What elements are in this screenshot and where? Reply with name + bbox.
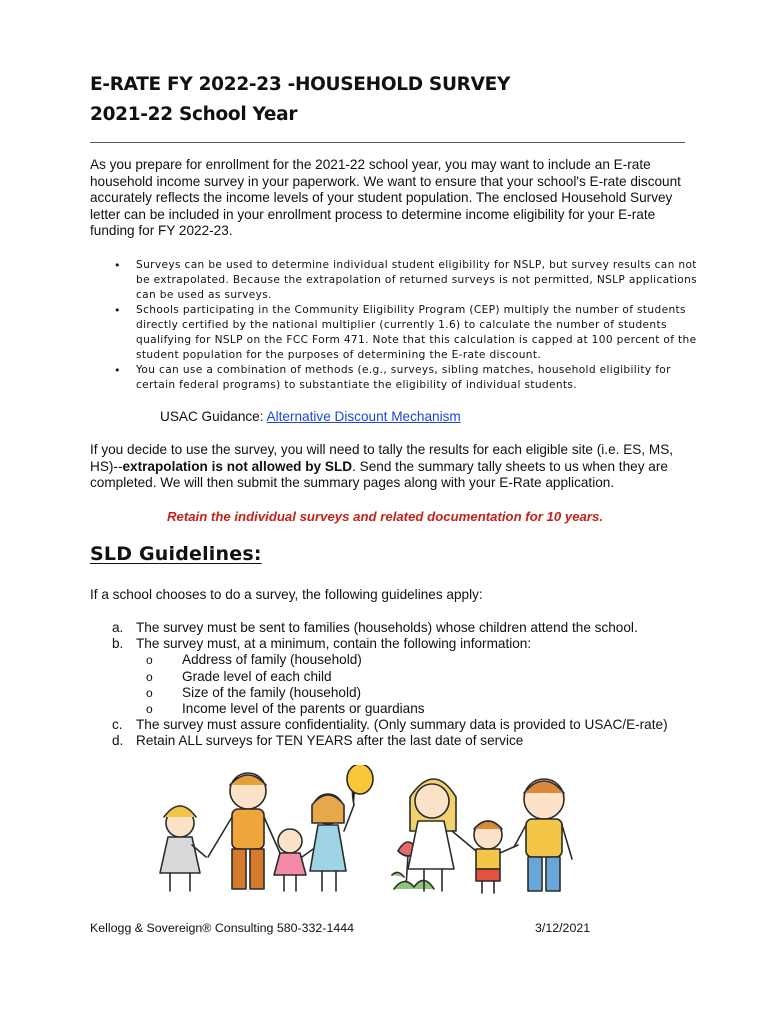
bullet-icon: • [114,259,121,272]
sub-bullet-icon: o [146,685,153,700]
guideline-marker: d. [112,733,124,749]
required-info-text: Address of family (household) [182,652,362,668]
guideline-item [112,733,712,749]
title-divider [90,142,685,143]
retain-notice: Retain the individual surveys and related documentation for 10 years. [166,509,604,524]
intro-paragraph: As you prepare for enrollment for the 2021-22 school year, you may want to include an E-rate household income survey in your paperwork. We want to ensure that your school's E-rate discount accurately reflects the income levels of your student population. The enclosed Household Survey letter can be included in your enrollment process to determine income eligibility for your E-rate funding for FY 2022-23. [90,157,681,239]
guideline-text: The survey must assure confidentiality. (Only summary data is provided to USAC/E-rate) [136,717,668,733]
guideline-text: The survey must, at a minimum, contain the following information: [136,636,532,652]
required-info-list [136,652,712,717]
document-subtitle: 2021-22 School Year [90,104,298,125]
guideline-marker: b. [112,636,124,652]
required-info-item [136,652,712,668]
toddler-figure [274,829,316,891]
girl-figure [160,806,206,891]
tally-instructions-end: . Send the summary tally sheets to us when they are completed. We will then submit the summary pages along with your E-Rate application. [90,458,668,491]
required-info-text: Income level of the parents or guardians [182,701,425,717]
mother-figure [310,765,373,891]
guideline-text: The survey must be sent to families (households) whose children attend the school. [136,620,638,635]
bullet-text: Schools participating in the Community Eligibility Program (CEP) multiply the number of students directly certified by the national multiplier (currently 1.6) to calculate the number of students qualifying for NSLP on the FCC Form 471. Note that this calculation is capped at 100 percent of the student population for the purposes of determining the E-rate discount. [136,304,697,361]
bullet-text: You can use a combination of methods (e.g., surveys, sibling matches, household eligibility for certain federal programs) to substantiate the eligibility of individual students. [136,364,671,391]
bullet-icon: • [114,304,121,317]
bullet-item [112,363,712,393]
guideline-marker: c. [112,717,123,733]
bullet-icon: • [114,364,121,377]
footer-company: Kellogg & Sovereign® Consulting 580-332-1444 [90,921,355,935]
usac-guidance [160,409,461,424]
bullet-text: Surveys can be used to determine individual student eligibility for NSLP, but survey results can not be extrapolated. Because the extrapolation of returned surveys is not permitted, NSLP applications can be used as surveys. [136,259,698,301]
tally-instructions-paragraph [90,442,700,492]
bullet-item [112,303,712,363]
document-title: E-RATE FY 2022-23 -HOUSEHOLD SURVEY [90,74,511,95]
guideline-item [112,620,712,636]
required-info-text: Grade level of each child [182,668,332,684]
eligibility-bullet-list [112,258,712,393]
sld-guidelines-heading: SLD Guidelines: [90,543,262,565]
alternative-discount-mechanism-link[interactable]: Alternative Discount Mechanism [266,409,461,424]
sub-bullet-icon: o [146,669,153,684]
required-info-text: Size of the family (household) [182,684,362,700]
guideline-item [112,717,712,733]
right-father-figure [514,779,572,891]
family-illustration [140,765,640,900]
guideline-item [112,636,712,717]
right-mother-figure [408,779,476,891]
father-figure [208,773,280,889]
usac-guidance-label: USAC Guidance: [160,409,267,424]
sld-guidelines-intro: If a school chooses to do a survey, the following guidelines apply: [90,587,483,602]
sub-bullet-icon: o [146,702,153,717]
sld-guidelines-list [112,620,712,750]
tally-instructions-start: If you decide to use the survey, you will need to tally the results for each eligible site (i.e. ES, MS, HS)-- [90,442,674,474]
guideline-marker: a. [112,620,124,635]
extrapolation-warning: extrapolation is not allowed by SLD [122,458,353,474]
required-info-item [136,669,712,685]
required-info-item [136,685,712,701]
bullet-item [112,258,712,303]
guideline-text: Retain ALL surveys for TEN YEARS after the last date of service [136,733,524,749]
required-info-item [136,701,712,717]
boy-figure [474,821,518,893]
footer-date: 3/12/2021 [535,921,591,935]
sub-bullet-icon: o [146,653,153,668]
